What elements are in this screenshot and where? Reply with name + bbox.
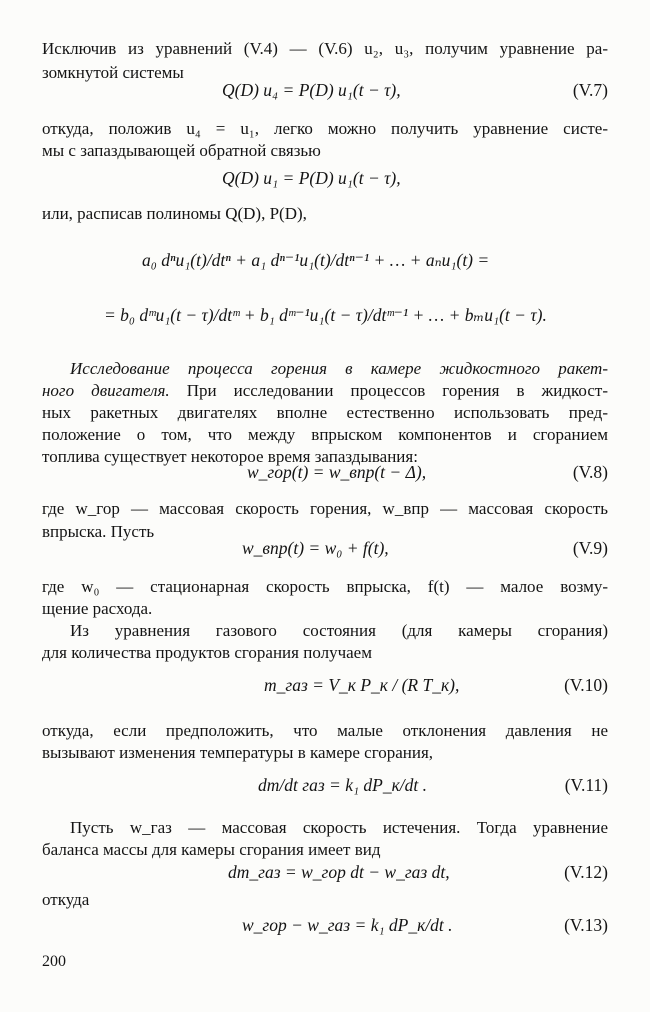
equation-body: dm/dt газ = k₁ dP_к/dt . (258, 775, 428, 795)
equation-unnumbered (42, 168, 608, 198)
equation-number: (V.9) (572, 538, 608, 558)
paragraph-line (42, 118, 608, 140)
paragraph-line (42, 203, 608, 225)
equation-v12 (42, 862, 608, 892)
text-line: топлива существует некоторое время запаздывания: (42, 447, 418, 466)
text-line: Исключив из уравнений (V.4) — (V.6) u₂, u₃, получим уравнение ра- (42, 39, 608, 58)
paragraph-line (42, 498, 608, 520)
text-line: ных ракетных двигателях вполне естественно использовать пред- (42, 403, 608, 422)
equation-number: (V.12) (564, 862, 608, 882)
section-heading: Исследование процесса горения в камере жидкостного ракет- (70, 359, 608, 378)
equation-v7 (42, 80, 608, 110)
equation-number: (V.7) (572, 80, 608, 100)
paragraph-line (42, 424, 608, 446)
equation-body: a₀ dⁿu₁(t)/dtⁿ + a₁ dⁿ⁻¹u₁(t)/dtⁿ⁻¹ + … + aₙu₁(t) = (142, 250, 490, 270)
text-line: мы с запаздывающей обратной связью (42, 141, 321, 160)
paragraph-line (42, 889, 608, 911)
equation-number: (V.13) (564, 915, 608, 935)
equation-number: (V.11) (564, 775, 608, 795)
text-line: впрыска. Пусть (42, 522, 155, 541)
equation-body: Q(D) u₁ = P(D) u₁(t − τ), (222, 168, 401, 188)
equation-body: w_впр(t) = w₀ + f(t), (242, 538, 389, 558)
text-line: баланса массы для камеры сгорания имеет вид (42, 840, 381, 859)
text-line: откуда, если предположить, что малые отклонения давления не (42, 721, 608, 740)
equation-v9 (42, 538, 608, 568)
text-line: щение расхода. (42, 599, 153, 618)
text-line: Пусть w_газ — массовая скорость истечения. Тогда уравнение (70, 818, 608, 837)
text-line: для количества продуктов сгорания получаем (42, 643, 372, 662)
text-line: положение о том, что между впрыском компонентов и сгоранием (42, 425, 608, 444)
text-line: При исследовании процессов горения в жидкост- (186, 381, 608, 400)
text-line: откуда, положив u₄ = u₁, легко можно получить уравнение систе- (42, 119, 608, 138)
equation-expanded-line-1 (42, 250, 608, 280)
paragraph-line (42, 140, 608, 162)
text-line: где w₀ — стационарная скорость впрыска, f(t) — малое возму- (42, 577, 608, 596)
equation-number: (V.10) (564, 675, 608, 695)
text-line: где w_гор — массовая скорость горения, w_впр — массовая скорость (42, 499, 608, 518)
equation-body: w_гор(t) = w_впр(t − Δ), (247, 462, 427, 482)
equation-body: = b₀ dᵐu₁(t − τ)/dtᵐ + b₁ dᵐ⁻¹u₁(t − τ)/dtᵐ⁻¹ + … + bₘu₁(t − τ). (104, 305, 547, 325)
paragraph-line (42, 642, 608, 664)
equation-v11 (42, 775, 608, 805)
text-line: Из уравнения газового состояния (для камеры сгорания) (70, 621, 608, 640)
paragraph-line (42, 358, 608, 380)
section-heading-end: ного двигателя. (42, 381, 170, 400)
equation-body: m_газ = V_к P_к / (R T_к), (264, 675, 460, 695)
equation-body: dm_газ = w_гор dt − w_газ dt, (228, 862, 450, 882)
paragraph-line (42, 598, 608, 620)
paragraph-line (42, 38, 608, 60)
paragraph-line (42, 720, 608, 742)
paragraph-line (42, 576, 608, 598)
page-number: 200 (42, 953, 66, 970)
equation-v13 (42, 915, 608, 945)
paragraph-line (42, 817, 608, 839)
equation-expanded-line-2 (42, 305, 608, 335)
text-line: откуда (42, 890, 90, 909)
paragraph-line (42, 380, 608, 402)
paragraph-line (42, 839, 608, 861)
text-line: или, расписав полиномы Q(D), P(D), (42, 204, 307, 223)
equation-v10 (42, 675, 608, 705)
equation-v8 (42, 462, 608, 492)
text-line: вызывают изменения температуры в камере сгорания, (42, 743, 434, 762)
paragraph-line (42, 402, 608, 424)
equation-body: Q(D) u₄ = P(D) u₁(t − τ), (222, 80, 401, 100)
text-line: зомкнутой системы (42, 63, 184, 82)
equation-body: w_гор − w_газ = k₁ dP_к/dt . (242, 915, 453, 935)
paragraph-line (42, 620, 608, 642)
equation-number: (V.8) (572, 462, 608, 482)
paragraph-line (42, 742, 608, 764)
